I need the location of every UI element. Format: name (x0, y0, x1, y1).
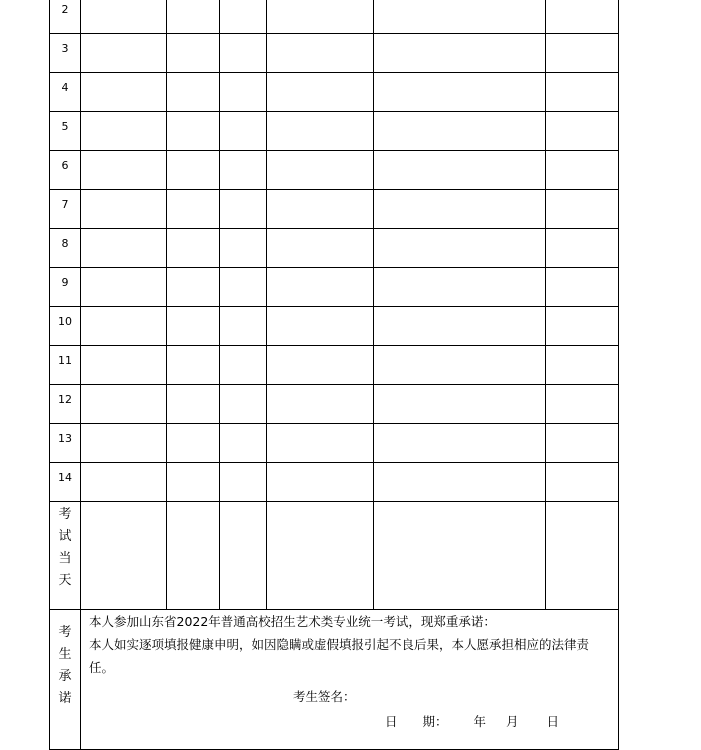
exam-day-label-char: 天 (58, 573, 72, 588)
table-cell[interactable] (267, 346, 374, 385)
table-cell[interactable] (374, 190, 546, 229)
table-cell[interactable] (374, 307, 546, 346)
table-cell[interactable] (546, 424, 619, 463)
exam-day-label-char: 考 (58, 507, 72, 522)
table-row (50, 229, 619, 268)
table-cell[interactable] (81, 268, 167, 307)
table-row (50, 346, 619, 385)
table-cell[interactable] (220, 307, 267, 346)
table-cell[interactable] (81, 0, 167, 34)
month-label: 月 (505, 714, 519, 729)
table-cell[interactable] (267, 502, 374, 610)
table-cell[interactable] (81, 151, 167, 190)
table-cell[interactable] (267, 463, 374, 502)
table-cell[interactable] (220, 0, 267, 34)
table-cell[interactable] (167, 424, 220, 463)
promise-line: 本人如实逐项填报健康申明，如因隐瞒或虚假填报引起不良后果，本人愿承担相应的法律责 (89, 637, 590, 652)
table-cell[interactable] (220, 151, 267, 190)
exam-day-label-char: 试 (58, 529, 72, 544)
table-cell[interactable] (374, 346, 546, 385)
row-number: 4 (50, 73, 81, 112)
table-cell[interactable] (267, 0, 374, 34)
table-row (50, 112, 619, 151)
table-cell[interactable] (267, 112, 374, 151)
row-number: 11 (50, 346, 81, 385)
health-record-table (49, 0, 619, 750)
table-cell[interactable] (546, 151, 619, 190)
table-cell[interactable] (374, 0, 546, 34)
table-row (50, 151, 619, 190)
table-cell[interactable] (546, 463, 619, 502)
table-cell[interactable] (267, 73, 374, 112)
table-cell[interactable] (220, 190, 267, 229)
table-cell[interactable] (81, 73, 167, 112)
table-cell[interactable] (220, 229, 267, 268)
table-cell[interactable] (267, 385, 374, 424)
table-cell[interactable] (374, 385, 546, 424)
table-cell[interactable] (220, 268, 267, 307)
table-cell[interactable] (546, 112, 619, 151)
row-number: 6 (50, 151, 81, 190)
promise-label-char: 考 (58, 625, 72, 640)
table-row (50, 385, 619, 424)
table-row (50, 73, 619, 112)
date-line (89, 710, 610, 733)
table-cell[interactable] (81, 190, 167, 229)
table-cell[interactable] (220, 385, 267, 424)
table-cell[interactable] (374, 112, 546, 151)
table-cell[interactable] (546, 34, 619, 73)
table-cell[interactable] (267, 34, 374, 73)
exam-day-label-char: 当 (58, 551, 72, 566)
table-cell[interactable] (220, 463, 267, 502)
table-cell[interactable] (267, 307, 374, 346)
table-cell[interactable] (267, 229, 374, 268)
table-cell[interactable] (167, 502, 220, 610)
table-cell[interactable] (546, 346, 619, 385)
table-cell[interactable] (167, 463, 220, 502)
table-cell[interactable] (267, 424, 374, 463)
table-cell[interactable] (81, 463, 167, 502)
row-number: 7 (50, 190, 81, 229)
table-cell[interactable] (220, 34, 267, 73)
row-number: 5 (50, 112, 81, 151)
promise-label-char: 诺 (58, 691, 72, 706)
table-cell[interactable] (546, 502, 619, 610)
promise-line: 任。 (89, 660, 115, 675)
table-cell[interactable] (220, 502, 267, 610)
table-cell[interactable] (81, 424, 167, 463)
table-cell[interactable] (374, 229, 546, 268)
table-cell[interactable] (81, 346, 167, 385)
table-cell[interactable] (167, 112, 220, 151)
table-cell[interactable] (81, 307, 167, 346)
table-cell[interactable] (546, 73, 619, 112)
signature-label: 考生签名： (293, 689, 356, 704)
table-row (50, 424, 619, 463)
table-cell[interactable] (167, 346, 220, 385)
table-cell[interactable] (267, 151, 374, 190)
table-cell[interactable] (167, 151, 220, 190)
table-cell[interactable] (374, 151, 546, 190)
table-body (50, 0, 619, 750)
table-cell[interactable] (546, 307, 619, 346)
table-cell[interactable] (81, 502, 167, 610)
exam-day-row (50, 502, 619, 610)
table-cell[interactable] (167, 34, 220, 73)
row-number: 8 (50, 229, 81, 268)
table-cell[interactable] (546, 190, 619, 229)
table-cell[interactable] (81, 34, 167, 73)
table-cell[interactable] (220, 424, 267, 463)
table-row (50, 34, 619, 73)
table-row (50, 190, 619, 229)
table-cell[interactable] (167, 229, 220, 268)
table-row (50, 268, 619, 307)
table-cell[interactable] (374, 463, 546, 502)
table-cell[interactable] (374, 502, 546, 610)
table-cell[interactable] (167, 307, 220, 346)
row-number: 14 (50, 463, 81, 502)
day-label: 日 (546, 714, 559, 729)
table-cell[interactable] (81, 385, 167, 424)
table-cell[interactable] (167, 385, 220, 424)
table-cell[interactable] (167, 73, 220, 112)
row-number: 2 (50, 0, 81, 34)
table-cell[interactable] (220, 73, 267, 112)
table-cell[interactable] (374, 268, 546, 307)
table-cell[interactable] (167, 0, 220, 34)
table-row (50, 463, 619, 502)
table-row (50, 0, 619, 34)
row-number: 13 (50, 424, 81, 463)
exam-day-label (50, 502, 81, 610)
promise-line: 本人参加山东省2022年普通高校招生艺术类专业统一考试，现郑重承诺： (89, 614, 496, 629)
row-number: 3 (50, 34, 81, 73)
table-cell[interactable] (267, 268, 374, 307)
promise-label (50, 610, 81, 750)
promise-label-char: 承 (58, 669, 72, 684)
table-cell[interactable] (374, 34, 546, 73)
table-row (50, 307, 619, 346)
table-cell[interactable] (167, 268, 220, 307)
table-cell[interactable] (374, 73, 546, 112)
table-cell[interactable] (374, 424, 546, 463)
row-number: 10 (50, 307, 81, 346)
table-cell[interactable] (220, 346, 267, 385)
table-cell[interactable] (220, 112, 267, 151)
row-number: 12 (50, 385, 81, 424)
promise-label-char: 生 (58, 647, 72, 662)
table-cell[interactable] (167, 190, 220, 229)
row-number: 9 (50, 268, 81, 307)
date-label: 日 期： (385, 714, 448, 729)
table-cell[interactable] (81, 229, 167, 268)
year-label: 年 (473, 714, 486, 729)
table-cell[interactable] (546, 0, 619, 34)
table-cell[interactable] (546, 229, 619, 268)
table-cell[interactable] (81, 112, 167, 151)
promise-text-cell (81, 610, 619, 750)
table-cell[interactable] (546, 385, 619, 424)
table-cell[interactable] (267, 190, 374, 229)
promise-row (50, 610, 619, 750)
table-cell[interactable] (546, 268, 619, 307)
